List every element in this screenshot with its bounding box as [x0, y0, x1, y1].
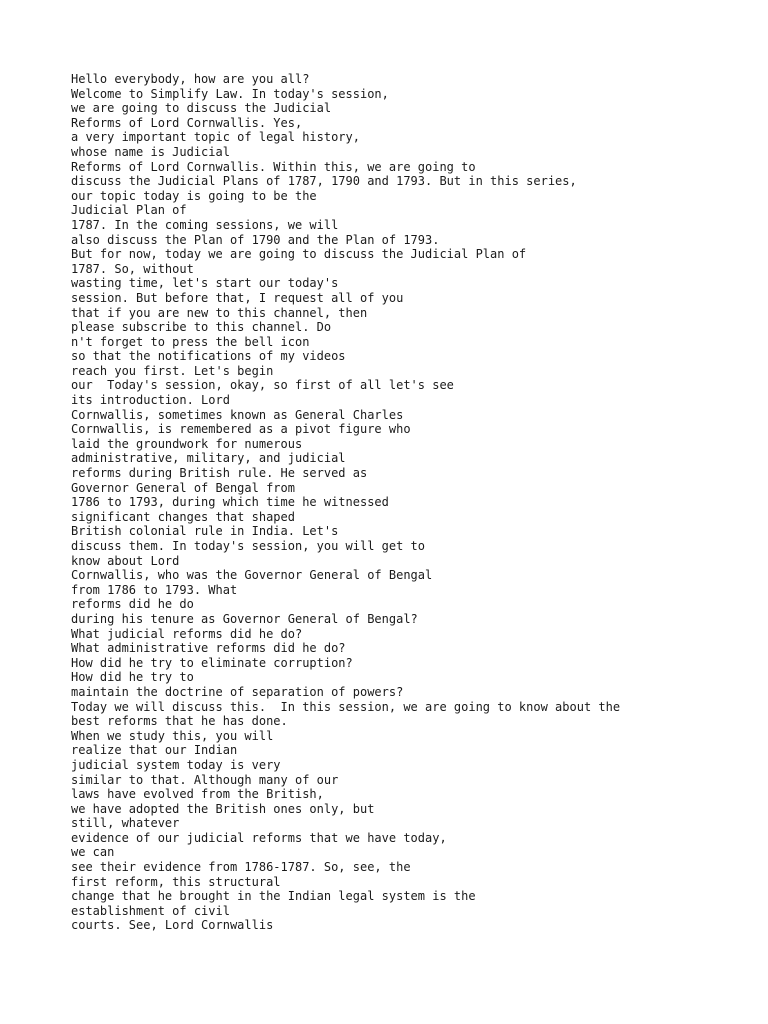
transcript-text	[71, 72, 751, 933]
transcript-line: Hello everybody, how are you all?	[71, 72, 310, 86]
transcript-line: significant changes that shaped	[71, 509, 295, 524]
transcript-line: we have adopted the British ones only, but	[71, 801, 375, 816]
transcript-line: laws have evolved from the British,	[71, 787, 324, 802]
transcript-line: its introduction. Lord	[71, 393, 230, 408]
transcript-line: Cornwallis, is remembered as a pivot figure who	[71, 422, 411, 437]
transcript-line: How did he try to eliminate corruption?	[71, 655, 353, 670]
transcript-line: we can	[71, 845, 115, 860]
transcript-line: from 1786 to 1793. What	[71, 582, 238, 597]
transcript-line: change that he brought in the Indian legal system is the	[71, 889, 476, 904]
transcript-line: a very important topic of legal history,	[71, 130, 360, 145]
transcript-line: discuss the Judicial Plans of 1787, 1790 and 1793. But in this series,	[71, 174, 577, 189]
transcript-line: best reforms that he has done.	[71, 714, 288, 729]
transcript-line: still, whatever	[71, 816, 180, 831]
transcript-line: What administrative reforms did he do?	[71, 641, 346, 656]
transcript-line: Reforms of Lord Cornwallis. Yes,	[71, 115, 303, 130]
transcript-line: But for now, today we are going to discuss the Judicial Plan of	[71, 247, 527, 262]
transcript-line: our Today's session, okay, so first of all let's see	[71, 378, 454, 393]
transcript-line: we are going to discuss the Judicial	[71, 101, 332, 116]
transcript-line: realize that our Indian	[71, 743, 238, 758]
transcript-line: whose name is Judicial	[71, 144, 230, 159]
transcript-line: Welcome to Simplify Law. In today's session,	[71, 86, 389, 101]
transcript-line: maintain the doctrine of separation of powers?	[71, 684, 404, 699]
transcript-line: What judicial reforms did he do?	[71, 626, 303, 641]
transcript-line: first reform, this structural	[71, 874, 281, 889]
transcript-line: reach you first. Let's begin	[71, 363, 274, 378]
transcript-line: n't forget to press the bell icon	[71, 334, 310, 349]
transcript-line: similar to that. Although many of our	[71, 772, 339, 787]
transcript-line: so that the notifications of my videos	[71, 349, 346, 364]
transcript-line: Cornwallis, who was the Governor General of Bengal	[71, 568, 433, 583]
transcript-line: Cornwallis, sometimes known as General Charles	[71, 407, 404, 422]
transcript-line: 1787. In the coming sessions, we will	[71, 217, 339, 232]
transcript-line: wasting time, let's start our today's	[71, 276, 339, 291]
transcript-line: Judicial Plan of	[71, 203, 187, 218]
transcript-line: know about Lord	[71, 553, 180, 568]
transcript-line: British colonial rule in India. Let's	[71, 524, 339, 539]
transcript-line: establishment of civil	[71, 903, 230, 918]
transcript-line: Today we will discuss this. In this session, we are going to know about the	[71, 699, 621, 714]
transcript-line: evidence of our judicial reforms that we have today,	[71, 830, 447, 845]
transcript-line: laid the groundwork for numerous	[71, 436, 303, 451]
transcript-line: Governor General of Bengal from	[71, 480, 295, 495]
transcript-line: administrative, military, and judicial	[71, 451, 346, 466]
transcript-line: 1786 to 1793, during which time he witnessed	[71, 495, 389, 510]
transcript-line: reforms during British rule. He served as	[71, 466, 368, 481]
transcript-line: see their evidence from 1786-1787. So, see, the	[71, 860, 411, 875]
transcript-line: also discuss the Plan of 1790 and the Plan of 1793.	[71, 232, 440, 247]
transcript-line: please subscribe to this channel. Do	[71, 320, 332, 335]
transcript-line: session. But before that, I request all of you	[71, 290, 404, 305]
transcript-line: courts. See, Lord Cornwallis	[71, 918, 274, 933]
transcript-line: 1787. So, without	[71, 261, 194, 276]
transcript-line: How did he try to	[71, 670, 194, 685]
transcript-line: during his tenure as Governor General of Bengal?	[71, 611, 418, 626]
transcript-line: When we study this, you will	[71, 728, 274, 743]
transcript-line: judicial system today is very	[71, 757, 281, 772]
transcript-line: reforms did he do	[71, 597, 194, 612]
transcript-line: that if you are new to this channel, then	[71, 305, 368, 320]
transcript-line: discuss them. In today's session, you will get to	[71, 539, 426, 553]
transcript-line: Reforms of Lord Cornwallis. Within this, we are going to	[71, 159, 476, 174]
transcript-line: our topic today is going to be the	[71, 188, 317, 203]
